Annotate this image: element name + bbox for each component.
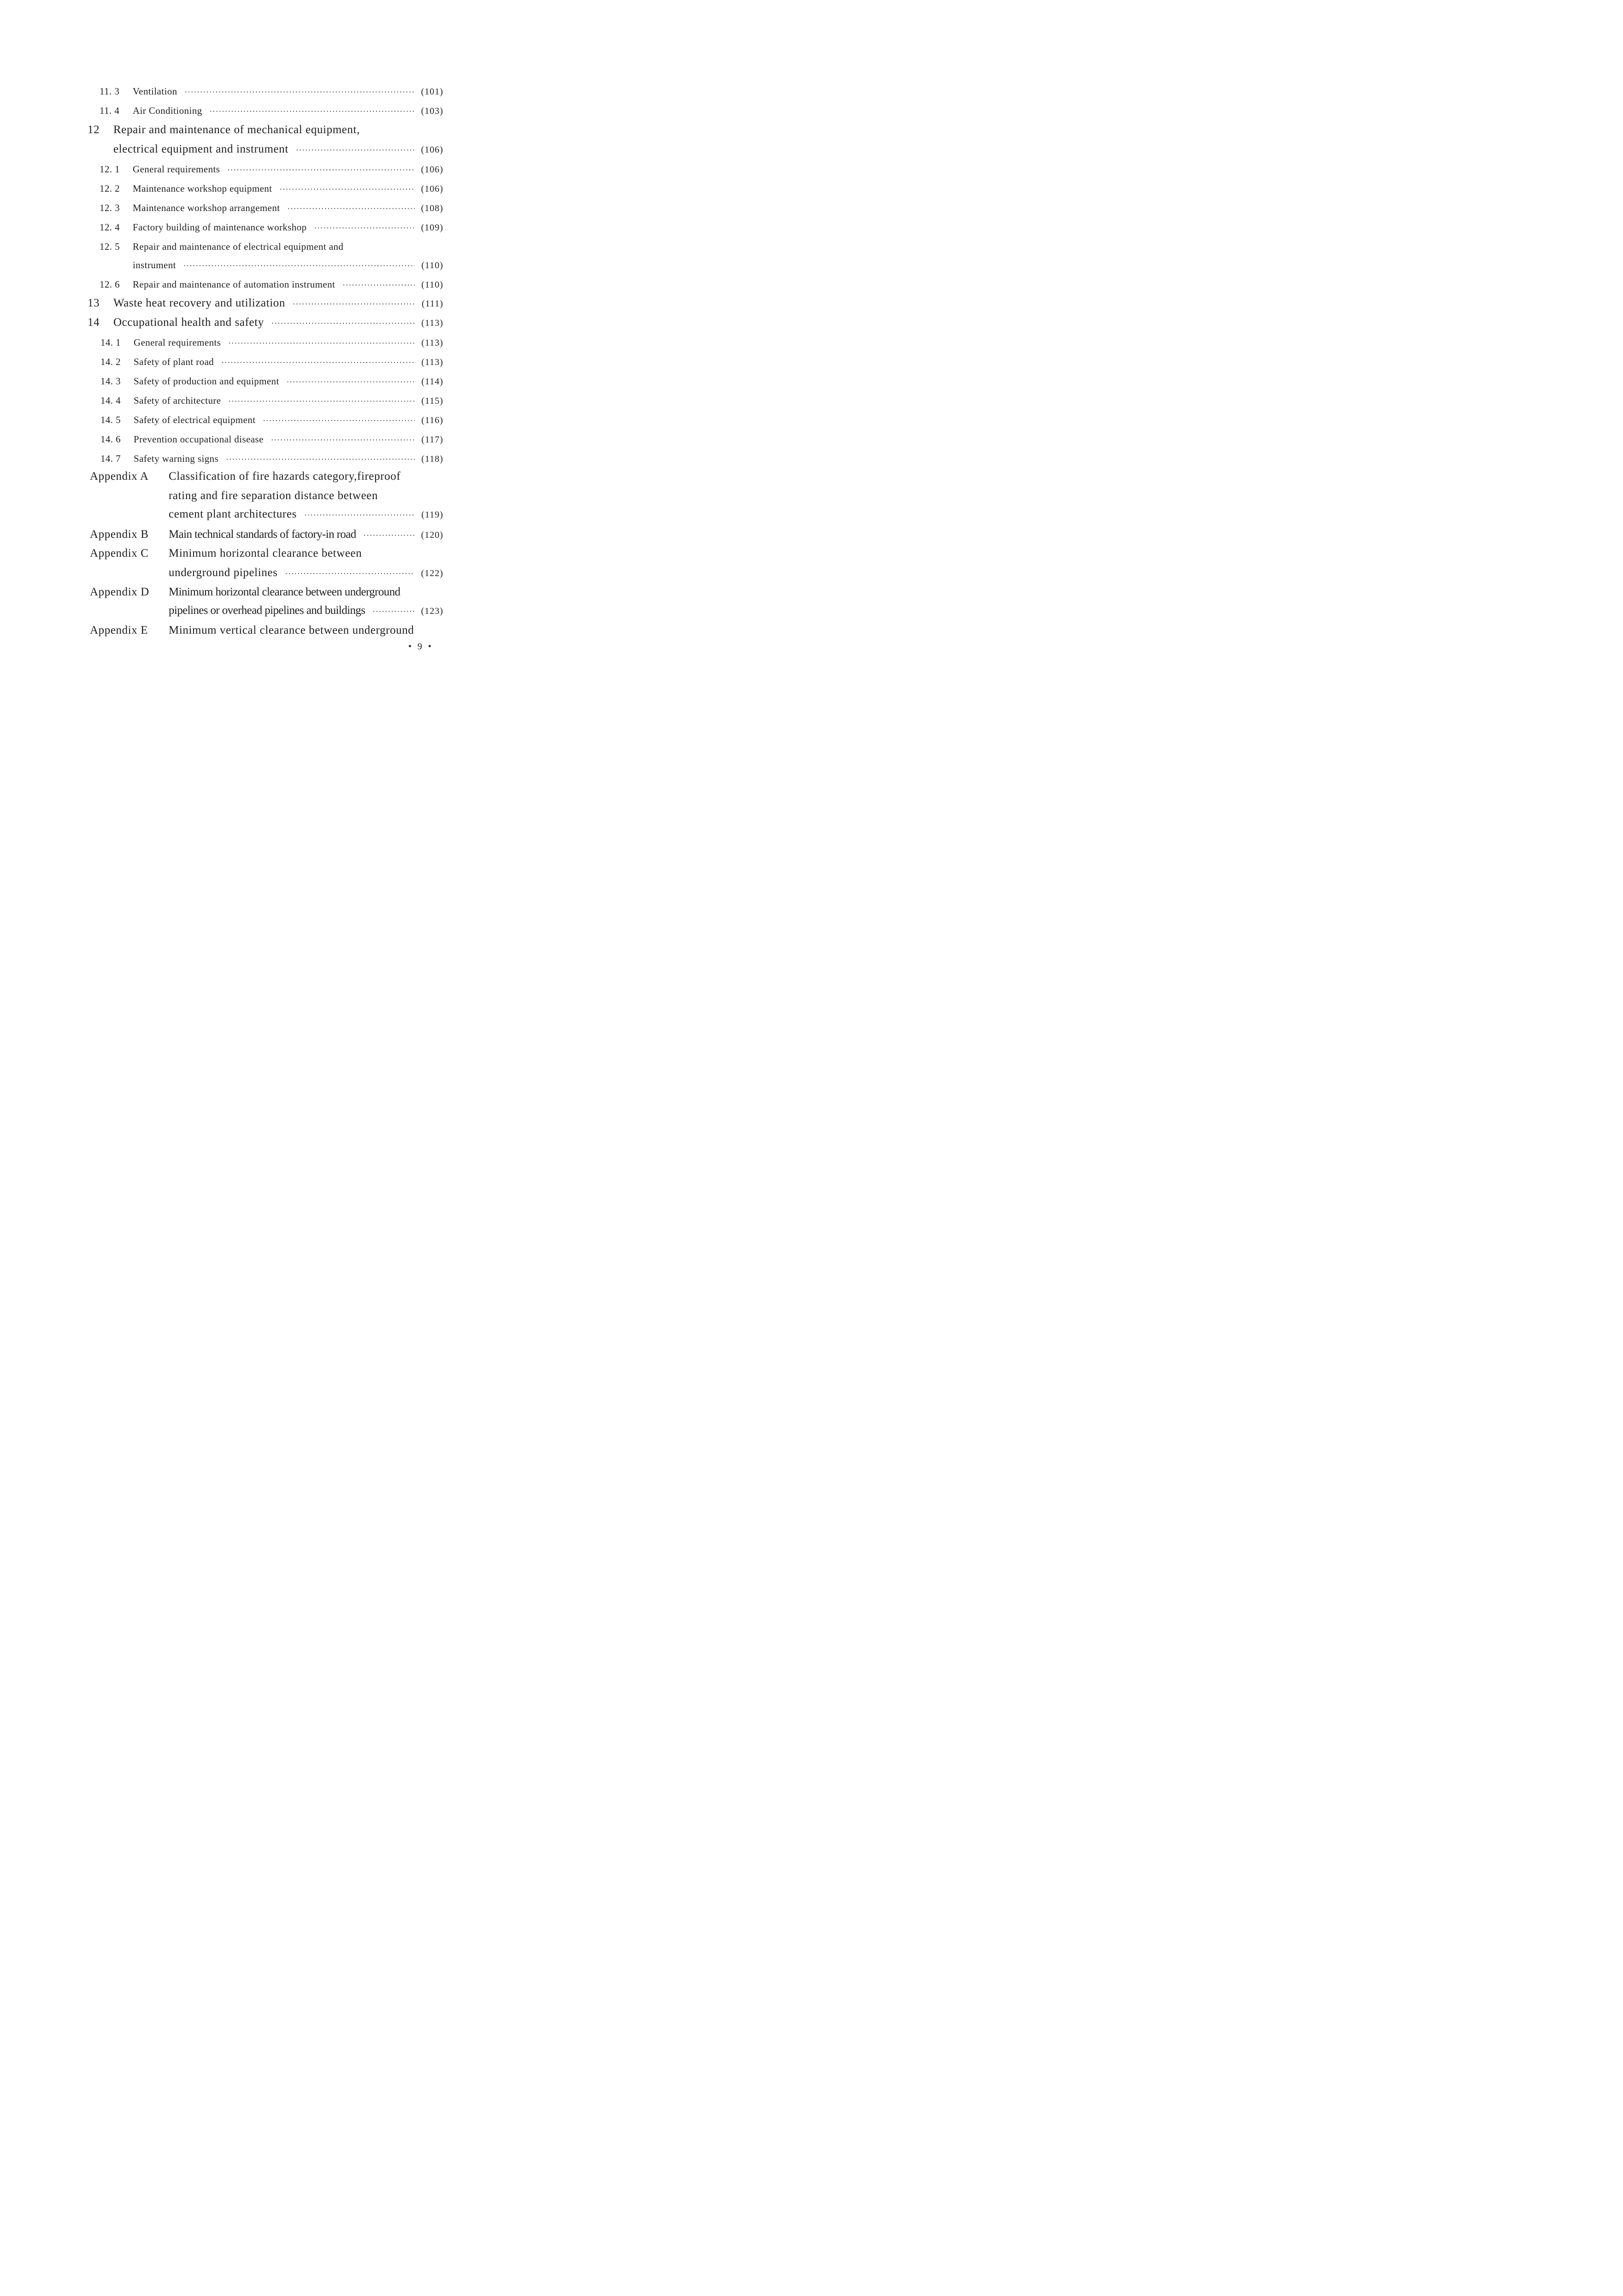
leader-dots <box>304 511 415 520</box>
toc-chapter-continuation[interactable] <box>113 143 443 156</box>
chapter-title-line-2: electrical equipment and instrument <box>113 143 288 155</box>
page-number: (116) <box>421 415 443 425</box>
appendix-label: Appendix B <box>90 528 149 541</box>
leader-dots <box>342 281 415 290</box>
page-number: (113) <box>421 357 443 367</box>
appendix-title-line-1: Classification of fire hazards category,fireproof <box>169 470 401 483</box>
toc-appendix-c[interactable] <box>90 547 443 560</box>
section-title: Safety of production and equipment <box>134 376 279 387</box>
toc-chapter[interactable] <box>88 297 443 310</box>
section-title: Safety of architecture <box>134 395 221 406</box>
toc-entry[interactable] <box>100 183 443 194</box>
toc-appendix-d-continuation[interactable] <box>169 604 443 617</box>
toc-chapter[interactable] <box>88 124 443 136</box>
page-folio: • 9 • <box>408 642 434 652</box>
section-title: Factory building of maintenance workshop <box>133 222 307 233</box>
section-title: Safety of plant road <box>134 356 214 367</box>
toc-entry[interactable] <box>100 164 443 175</box>
page-number: (109) <box>421 223 443 233</box>
page-number: (114) <box>421 377 443 387</box>
toc-appendix-c-continuation[interactable] <box>169 566 443 579</box>
toc-entry[interactable] <box>100 279 443 290</box>
toc-appendix-e[interactable] <box>90 624 443 637</box>
page-number: (111) <box>422 299 443 309</box>
leader-dots <box>296 146 415 155</box>
toc-entry[interactable] <box>100 414 443 426</box>
section-number: 11. 4 <box>100 105 120 116</box>
toc-entry[interactable] <box>100 356 443 368</box>
appendix-label: Appendix E <box>90 624 148 636</box>
appendix-title-line-2: rating and fire separation distance between <box>169 489 378 502</box>
appendix-title-line-2: pipelines or overhead pipelines and buildings <box>169 604 365 617</box>
section-title-line-2: instrument <box>133 259 176 271</box>
section-number: 12. 6 <box>100 279 120 290</box>
appendix-label: Appendix C <box>90 547 149 559</box>
toc-appendix-a-continuation[interactable] <box>169 489 443 502</box>
toc-appendix-b[interactable] <box>90 528 443 541</box>
leader-dots <box>285 569 414 578</box>
toc-entry[interactable] <box>100 376 443 387</box>
toc-appendix-a-continuation[interactable] <box>169 508 443 521</box>
section-title: Maintenance workshop arrangement <box>133 202 280 213</box>
page-number: (113) <box>421 318 443 328</box>
toc-entry[interactable] <box>100 337 443 348</box>
section-title: Ventilation <box>133 86 177 97</box>
section-number: 12. 3 <box>100 202 120 213</box>
leader-dots <box>183 261 415 271</box>
toc-entry-continuation[interactable] <box>133 259 443 271</box>
toc-entry[interactable] <box>100 86 443 97</box>
page-number: (106) <box>421 184 443 194</box>
toc-entry[interactable] <box>100 453 443 465</box>
toc-entry[interactable] <box>100 241 443 253</box>
page-number: (123) <box>421 606 443 616</box>
section-title: Maintenance workshop equipment <box>133 183 272 194</box>
section-title: Safety warning signs <box>134 453 219 464</box>
section-number: 14. 7 <box>100 453 121 464</box>
chapter-number: 12 <box>88 124 100 136</box>
chapter-number: 13 <box>88 297 100 309</box>
section-title: General requirements <box>134 337 221 348</box>
section-number: 14. 1 <box>100 337 121 348</box>
toc-entry[interactable] <box>100 395 443 406</box>
page-number: (110) <box>421 280 443 290</box>
appendix-title-line-3: cement plant architectures <box>169 508 297 520</box>
leader-dots <box>271 436 415 445</box>
toc-entry[interactable] <box>100 202 443 214</box>
page-number: (110) <box>421 260 443 271</box>
appendix-title: Main technical standards of factory-in road <box>169 528 356 541</box>
section-number: 12. 5 <box>100 241 120 252</box>
section-number: 12. 1 <box>100 164 120 175</box>
toc-chapter[interactable] <box>88 316 443 329</box>
leader-dots <box>185 88 415 97</box>
toc-entry[interactable] <box>100 105 443 117</box>
leader-dots <box>314 224 415 233</box>
section-title: Safety of electrical equipment <box>134 414 256 425</box>
page-number: (118) <box>421 454 443 464</box>
leader-dots <box>279 185 414 194</box>
leader-dots <box>372 607 414 616</box>
chapter-title: Occupational health and safety <box>113 316 264 329</box>
page-number: (122) <box>421 568 443 578</box>
leader-dots <box>226 455 415 464</box>
leader-dots <box>287 377 415 387</box>
toc-appendix-a[interactable] <box>90 470 443 483</box>
section-number: 12. 2 <box>100 183 120 194</box>
page-number: (106) <box>421 165 443 175</box>
section-title: Prevention occupational disease <box>134 434 264 445</box>
leader-dots <box>288 204 415 213</box>
page-number: (115) <box>421 396 443 406</box>
section-number: 11. 3 <box>100 86 120 97</box>
leader-dots <box>364 531 415 540</box>
section-title: Air Conditioning <box>133 105 202 116</box>
section-number: 14. 4 <box>100 395 121 406</box>
appendix-label: Appendix A <box>90 470 149 483</box>
leader-dots <box>293 300 415 309</box>
appendix-title-line-2: underground pipelines <box>169 566 278 579</box>
chapter-title-line-1: Repair and maintenance of mechanical equipment, <box>113 124 360 136</box>
appendix-title-line-1: Minimum horizontal clearance between <box>169 547 362 559</box>
appendix-title-line-1: Minimum vertical clearance between underground <box>169 624 414 636</box>
page-number: (113) <box>421 338 443 348</box>
leader-dots <box>263 416 415 425</box>
section-number: 12. 4 <box>100 222 120 233</box>
section-number: 14. 3 <box>100 376 121 387</box>
page-number: (106) <box>421 145 443 155</box>
leader-dots <box>227 165 414 175</box>
appendix-title-line-1: Minimum horizontal clearance between underground <box>169 586 400 598</box>
chapter-number: 14 <box>88 316 100 329</box>
page-number: (119) <box>421 510 443 520</box>
toc-appendix-d[interactable] <box>90 586 443 599</box>
section-number: 14. 5 <box>100 414 121 425</box>
toc-page <box>0 0 507 717</box>
leader-dots <box>271 319 415 328</box>
section-title-line-1: Repair and maintenance of electrical equipment and <box>133 241 344 252</box>
page-number: (120) <box>421 530 443 540</box>
page-number: (108) <box>421 203 443 213</box>
section-number: 14. 6 <box>100 434 121 445</box>
page-number: (117) <box>421 435 443 445</box>
leader-dots <box>229 397 415 406</box>
section-title: Repair and maintenance of automation instrument <box>133 279 335 290</box>
section-number: 14. 2 <box>100 356 121 367</box>
toc-entry[interactable] <box>100 222 443 233</box>
chapter-title: Waste heat recovery and utilization <box>113 297 286 309</box>
page-number: (101) <box>421 87 443 97</box>
section-title: General requirements <box>133 164 220 175</box>
leader-dots <box>228 339 415 348</box>
page-number: (103) <box>421 106 443 116</box>
leader-dots <box>210 107 415 116</box>
leader-dots <box>221 358 415 367</box>
toc-entry[interactable] <box>100 434 443 445</box>
appendix-label: Appendix D <box>90 586 149 598</box>
